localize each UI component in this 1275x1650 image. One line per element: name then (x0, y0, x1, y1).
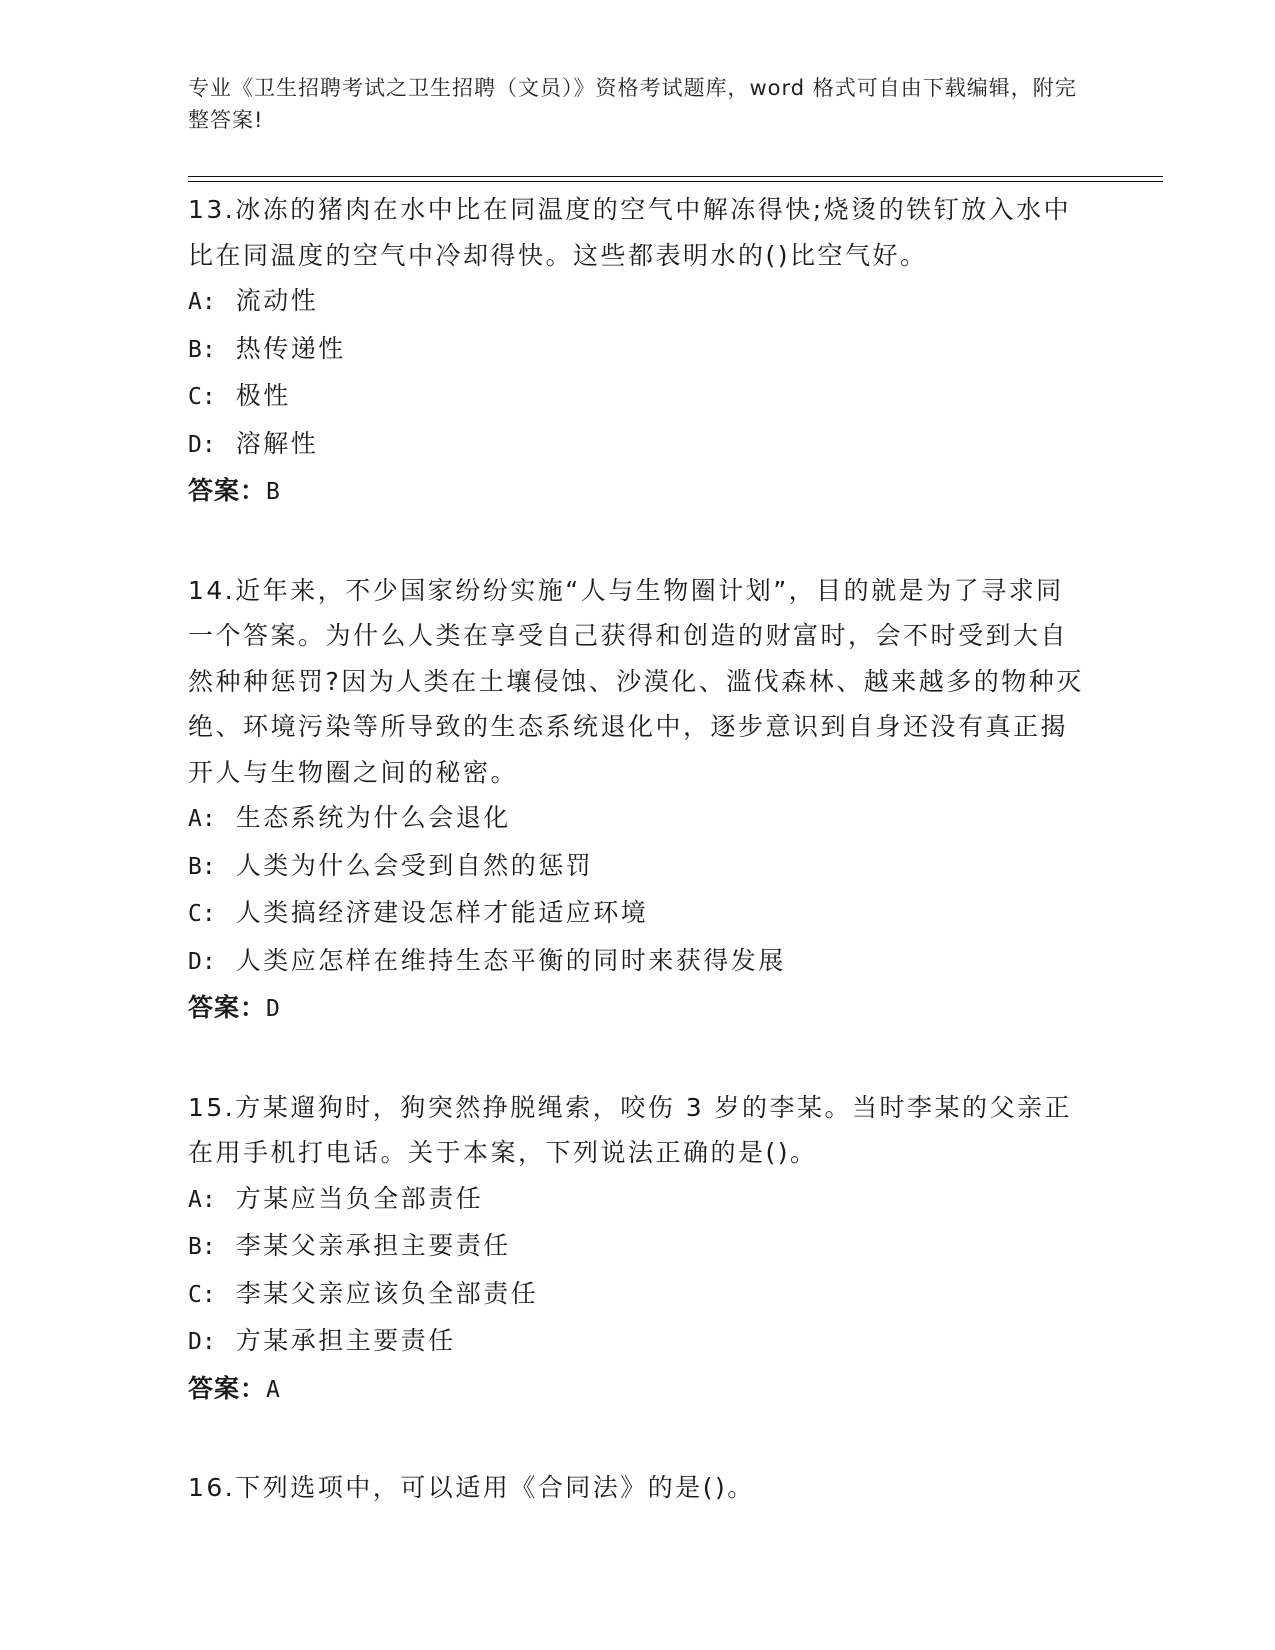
option-text: 极性 (235, 381, 291, 410)
option-letter: B: (188, 1234, 216, 1260)
option-c (188, 373, 1088, 421)
option-text: 溶解性 (235, 428, 319, 458)
answer-value: B (266, 479, 281, 505)
option-b (188, 843, 1088, 891)
option-c (188, 890, 1088, 938)
question-stem: 14.近年来，不少国家纷纷实施“人与生物圈计划”，目的就是为了寻求同一个答案。为什么人类在享受自己获得和创造的财富时，会不时受到大自然种种惩罚?因为人类在土壤侵蚀、沙漠化、滥伐森林、越来越多的物种灭绝、环境污染等所导致的生态系统退化中，逐步意识到自身还没有真正揭开人与生物圈之间的秘密。 (188, 575, 1084, 787)
answer-line (188, 1366, 1088, 1414)
option-a (188, 1176, 1088, 1224)
question-stem: 16.下列选项中，可以适用《合同法》的是()。 (188, 1473, 755, 1502)
option-b (188, 1223, 1088, 1271)
header-text: 专业《卫生招聘考试之卫生招聘（文员）》资格考试题库，word 格式可自由下载编辑，附完整答案! (188, 76, 1077, 132)
option-text: 方某承担主要责任 (235, 1326, 456, 1355)
option-text: 流动性 (235, 286, 319, 315)
answer-value: D (266, 996, 281, 1022)
option-letter: B: (188, 336, 216, 363)
option-text: 人类搞经济建设怎样才能适应环境 (235, 898, 649, 927)
document-header (188, 72, 1088, 136)
answer-label: 答案： (188, 1373, 267, 1403)
option-a (188, 795, 1088, 843)
header-divider-top (188, 176, 1163, 177)
option-d (188, 421, 1088, 469)
option-letter: D: (188, 948, 216, 975)
option-letter: A: (188, 289, 216, 315)
question-stem: 15.方某遛狗时，狗突然挣脱绳索，咬伤 3 岁的李某。当时李某的父亲正在用手机打电话。关于本案，下列说法正确的是()。 (188, 1092, 1073, 1167)
option-letter: C: (188, 1281, 216, 1308)
answer-label: 答案： (188, 993, 267, 1022)
option-letter: A: (188, 1186, 216, 1213)
option-a (188, 278, 1088, 326)
header-divider-bottom (188, 181, 1163, 182)
answer-line (188, 468, 1088, 516)
question-14 (188, 568, 1088, 1033)
question-list (188, 187, 1088, 1511)
question-stem: 13.冰冻的猪肉在水中比在同温度的空气中解冻得快;烧烫的铁钉放入水中比在同温度的空气中冷却得快。这些都表明水的()比空气好。 (188, 195, 1072, 270)
option-letter: B: (188, 853, 216, 880)
option-text: 李某父亲承担主要责任 (235, 1231, 511, 1260)
option-letter: C: (188, 901, 216, 927)
question-15 (188, 1085, 1088, 1414)
question-16 (188, 1465, 1088, 1511)
question-13 (188, 187, 1088, 516)
option-text: 李某父亲应该负全部责任 (235, 1278, 539, 1308)
option-letter: D: (188, 431, 216, 458)
option-text: 人类为什么会受到自然的惩罚 (235, 850, 594, 880)
answer-label: 答案： (188, 476, 267, 505)
option-letter: C: (188, 384, 216, 410)
option-letter: A: (188, 806, 216, 832)
answer-line (188, 985, 1088, 1033)
answer-value: A (266, 1376, 281, 1403)
option-letter: D: (188, 1329, 216, 1355)
option-c (188, 1271, 1088, 1319)
option-d (188, 1318, 1088, 1366)
option-text: 热传递性 (235, 333, 346, 363)
option-d (188, 938, 1088, 986)
option-text: 生态系统为什么会退化 (235, 803, 511, 832)
option-text: 人类应怎样在维持生态平衡的同时来获得发展 (235, 945, 786, 975)
option-b (188, 326, 1088, 374)
option-text: 方某应当负全部责任 (235, 1183, 484, 1213)
